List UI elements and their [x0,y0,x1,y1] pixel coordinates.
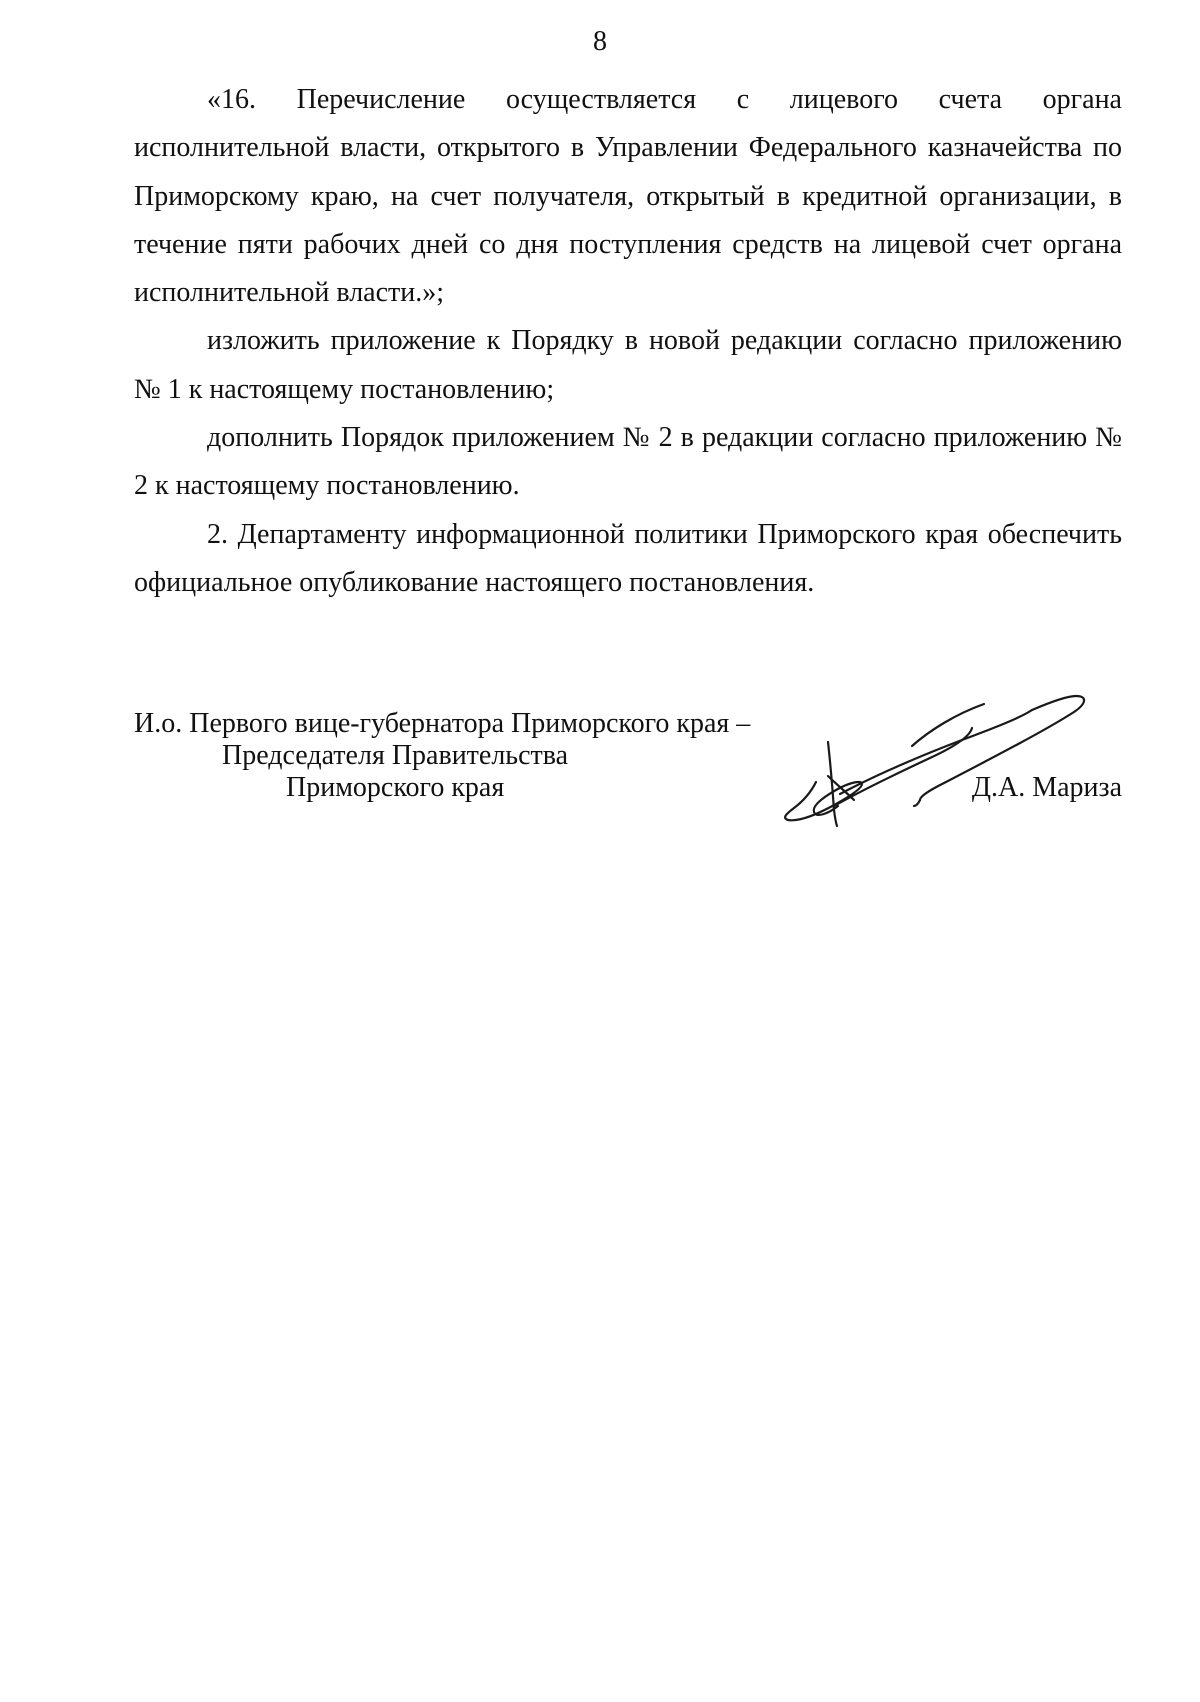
paragraph-16: «16. Перечисление осуществляется с лицевого счета органа исполнительной власти, открытого в Управлении Федерального казначейства по Приморскому краю, на счет получателя, открытый в кредитной организации, в течение пяти рабочих дней со дня поступления средств на лицевой счет органа исполнительной власти.»; [134,84,1122,309]
document-body [134,76,1122,607]
signatory-title-line-1: И.о. Первого вице-губернатора Приморского края – [134,708,751,739]
handwritten-signature [770,690,1090,830]
page-number: 8 [593,26,607,57]
signatory-title-line-2: Председателя Правительства [222,740,569,771]
paragraph-appendix-1: изложить приложение к Порядку в новой редакции согласно приложению № 1 к настоящему постановлению; [134,325,1122,405]
signatory-name: Д.А. Мариза [971,772,1122,803]
signatory-title-line-3: Приморского края [286,772,505,803]
paragraph-item-2: 2. Департаменту информационной политики Приморского края обеспечить официальное опубликование настоящего постановления. [134,518,1122,598]
paragraph-appendix-2: дополнить Порядок приложением № 2 в редакции согласно приложению № 2 к настоящему постановлению. [134,422,1122,502]
